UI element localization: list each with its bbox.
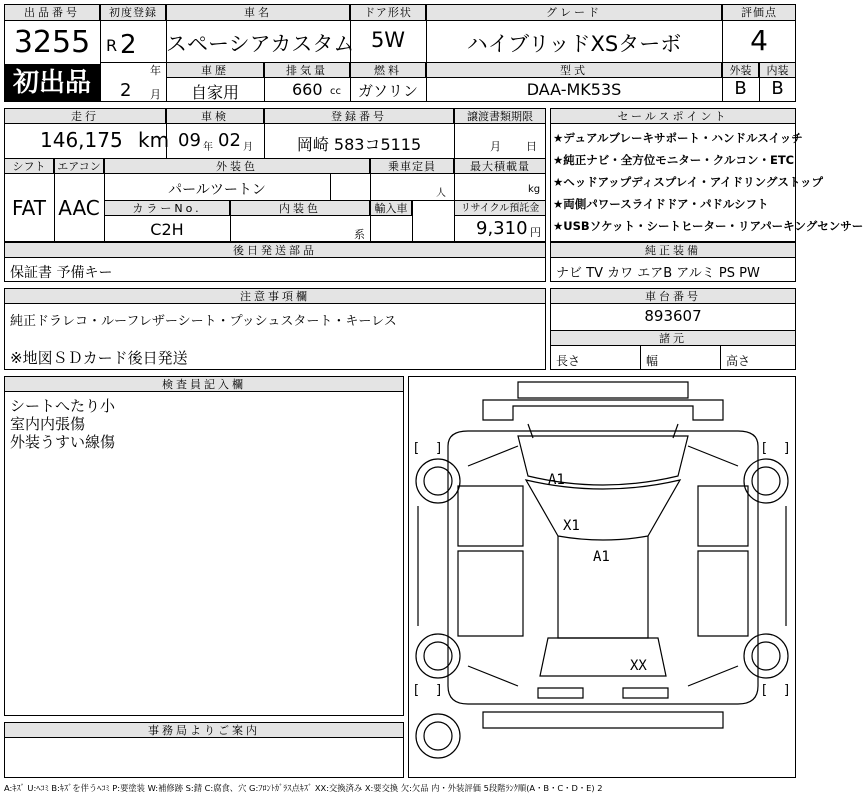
- exterior-color: パールツートン: [168, 182, 266, 198]
- lot-label: 出品番号: [4, 4, 100, 21]
- sales-point-item: ★ヘッドアップディスプレイ・アイドリングストップ: [553, 175, 823, 189]
- recycle-label: リサイクル預託金: [454, 200, 546, 216]
- wheel-rear-left: [416, 634, 460, 678]
- score: 4: [750, 24, 768, 57]
- car-name: スペーシアカスタム: [166, 32, 355, 56]
- color-no-label: カラーNo.: [104, 200, 230, 216]
- office-label: 事務局よりご案内: [4, 722, 404, 738]
- inspector-line-3: 外装うすい線傷: [10, 433, 116, 451]
- score-label: 評価点: [722, 4, 796, 21]
- displacement-unit: cc: [330, 86, 341, 97]
- damage-mark-rear: XX: [630, 658, 647, 674]
- load-unit: kg: [528, 184, 541, 195]
- inspection-label: 車検: [166, 108, 264, 124]
- mileage-unit: km: [138, 128, 170, 152]
- legend: A:ｷｽﾞ U:ﾍｺﾐ B:ｷｽﾞを伴うﾍｺﾐ P:要塗装 W:補修跡 S:錆 C:腐食、穴 G:ﾌﾛﾝﾄｶﾞﾗｽ点ｷｽﾞ XX:交換済み X:要交換 ⽋:欠品 内・外装評価 5段階ﾗﾝｸ順(A・B・C・D・E) 2: [4, 783, 603, 793]
- wheel-front-right: [744, 459, 788, 503]
- sales-points-list: [553, 127, 863, 237]
- first-reg-year: 2: [120, 30, 137, 60]
- svg-text:]: ]: [784, 683, 790, 698]
- later-parts: 保証書 予備キー: [10, 265, 113, 281]
- transfer-label: 譲渡書類期限: [454, 108, 546, 124]
- hood: [518, 436, 688, 485]
- recycle-unit: 円: [530, 226, 541, 239]
- later-parts-label: 後日発送部品: [4, 242, 546, 258]
- notes-line-1: 純正ドラレコ・ルーフレザーシート・プッシュスタート・キーレス: [10, 314, 397, 329]
- displacement: 660: [292, 80, 323, 99]
- grade: ハイブリッドXSターボ: [466, 32, 682, 56]
- rear-left-door: [458, 551, 523, 636]
- interior-color-suffix: 系: [354, 228, 365, 241]
- shift-label: シフト: [4, 158, 54, 174]
- mileage-label: 走行: [4, 108, 166, 124]
- history-label: 車歴: [166, 62, 264, 78]
- mileage: 146,175: [40, 128, 123, 152]
- ac: AAC: [58, 196, 100, 220]
- svg-text:]: ]: [436, 441, 442, 456]
- chassis-number: 893607: [644, 307, 702, 325]
- lot-number: 3255: [13, 25, 91, 60]
- svg-text:[: [: [414, 683, 420, 698]
- spare-wheel: [416, 714, 460, 758]
- equipment-label: 純正装備: [550, 242, 796, 258]
- name-label: 車名: [166, 4, 350, 21]
- displacement-label: 排気量: [264, 62, 350, 78]
- doors-label: ドア形状: [350, 4, 426, 21]
- first-reg-month: 2: [120, 80, 132, 101]
- front-left-door: [458, 486, 523, 546]
- load-label: 最大積載量: [454, 158, 546, 174]
- month-unit: 月: [150, 88, 161, 101]
- svg-text:]: ]: [436, 683, 442, 698]
- capacity-label: 乗車定員: [370, 158, 454, 174]
- inspection-year: 09: [178, 130, 201, 151]
- dims-width: 幅: [646, 354, 659, 368]
- sales-point-item: ★純正ナビ・全方位モニター・クルコン・ETC: [553, 153, 795, 167]
- import-label: 輸入車: [370, 200, 412, 216]
- wheel-front-left: [416, 459, 460, 503]
- sales-points-label: セールスポイント: [550, 108, 796, 124]
- damage-mark-hood: A1: [548, 472, 565, 488]
- color-no: C2H: [150, 220, 184, 239]
- svg-text:[: [: [762, 683, 768, 698]
- doors: 5W: [370, 28, 406, 52]
- plate: 岡崎 583コ5115: [296, 135, 422, 154]
- wheel-rear-right: [744, 634, 788, 678]
- exterior-color-label: 外装色: [104, 158, 370, 174]
- svg-text:[: [: [414, 441, 420, 456]
- front-bumper: [518, 382, 688, 398]
- plate-label: 登録番号: [264, 108, 454, 124]
- inspection-month-unit: 月: [243, 142, 253, 153]
- body-outline: [448, 431, 758, 704]
- history: 自家用: [190, 83, 239, 102]
- inspector-label: 検査員記入欄: [4, 376, 404, 392]
- front-right-door: [698, 486, 748, 546]
- front-grille: [483, 400, 723, 420]
- inspector-line-1: シートへたり小: [10, 397, 116, 415]
- fuel-label: 燃料: [350, 62, 426, 78]
- svg-text:]: ]: [784, 441, 790, 456]
- recycle-amount: 9,310: [476, 218, 528, 239]
- capacity-unit: 人: [436, 188, 446, 199]
- rear-window: [540, 638, 666, 676]
- tail-lamps: [538, 688, 668, 698]
- windshield: [526, 480, 680, 540]
- grade-label: グレード: [426, 4, 722, 21]
- inspection-year-unit: 年: [203, 142, 213, 153]
- exterior-grade: B: [734, 78, 747, 99]
- shift: FAT: [11, 196, 46, 220]
- dims-length: 長さ: [556, 354, 581, 368]
- transfer-day: 日: [526, 140, 537, 153]
- chassis-label: 車台番号: [550, 288, 796, 304]
- damage-mark-windshield: X1: [563, 518, 580, 534]
- first-listing-badge: 初出品: [4, 64, 100, 102]
- year-unit: 年: [150, 64, 161, 77]
- inspection-month: 02: [218, 130, 241, 151]
- notes-line-2: ※地図ＳＤカード後日発送: [10, 349, 188, 367]
- fuel: ガソリン: [357, 82, 418, 100]
- exterior-label: 外装: [722, 62, 759, 78]
- sales-point-item: ★両側パワースライドドア・パドルシフト: [553, 197, 769, 211]
- first-reg-label: 初度登録: [100, 4, 166, 21]
- notes-label: 注意事項欄: [4, 288, 546, 304]
- transfer-month: 月: [490, 140, 501, 153]
- era: R: [106, 36, 118, 55]
- car-diagram: [408, 376, 796, 778]
- equipment: ナビ TV カワ エアB アルミ PS PW: [556, 266, 760, 281]
- svg-text:[: [: [762, 441, 768, 456]
- sales-point-item: ★デュアルブレーキサポート・ハンドルスイッチ: [553, 131, 803, 145]
- interior-color-label: 内装色: [230, 200, 370, 216]
- rear-right-door: [698, 551, 748, 636]
- model: DAA-MK53S: [526, 80, 622, 99]
- rear-bumper: [483, 712, 723, 728]
- damage-mark-roof: A1: [593, 549, 610, 565]
- dims-height: 高さ: [726, 354, 751, 368]
- dims-label: 諸元: [550, 330, 796, 346]
- model-label: 型式: [426, 62, 722, 78]
- ac-label: エアコン: [54, 158, 104, 174]
- inspector-line-2: 室内内張傷: [10, 415, 86, 433]
- interior-label: 内装: [759, 62, 796, 78]
- interior-grade: B: [771, 78, 784, 99]
- sales-point-item: ★USBソケット・シートヒーター・リアパーキングセンサー: [553, 219, 863, 233]
